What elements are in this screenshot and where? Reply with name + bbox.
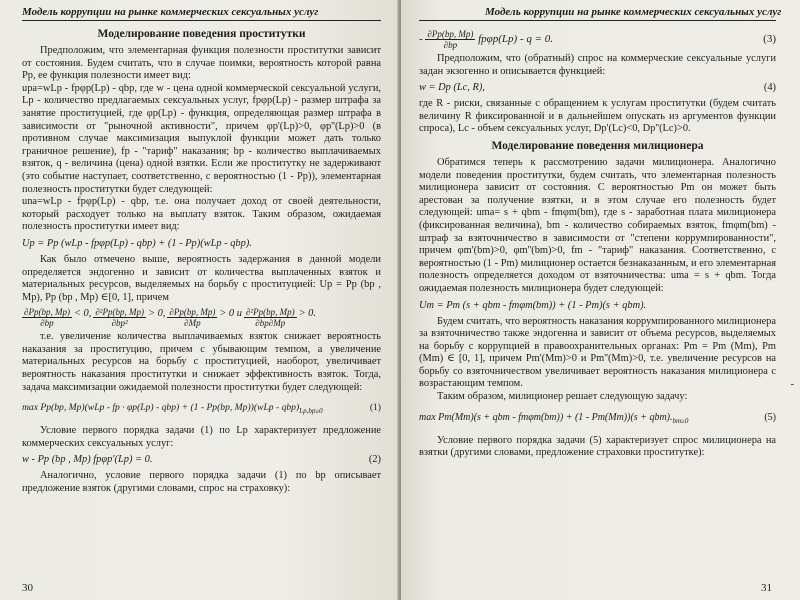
paragraph: т.е. увеличение количества выплачиваемых взяток снижает вероятность наказания за проституцию, причем с убывающим темпом, а увеличение материальных ресурсов на борьбу с проституцией, наоборот, увеличивает вероятность наказания проститутки и снижает эффективность взяток. Тогда, задача максимизации ожидаемой полезности проститутки будет следующей:	[22, 331, 381, 393]
paragraph: где R - риски, связанные с обращением к услугам проститутки (будем считать величину R фиксированной и в дальнейшем опускать из аргументов функции спроса), Lc - объем сексуальных услуг, Dp'(Lc)<0, Dp''(Lc)>0.	[419, 98, 776, 135]
paragraph: Предположим, что элементарная функция полезности проститутки зависит от состояния. Будем считать, что в случае поимки, вероятность которой равна Pp, ее функция полезности имеет вид:	[22, 45, 381, 82]
section-title: Моделирование поведения милиционера	[491, 139, 704, 152]
fraction: $\frac{\partial Pp(bp, Mp)}{\partial bp}$	[427, 28, 474, 50]
fraction: $\frac{\partial Pp(bp, Mp)}{\partial bp}$	[24, 307, 70, 329]
equation-officer-utility: Um = Pm (s + qbm - fmφm(bm)) + (1 - Pm)(s + qbm).	[419, 299, 647, 311]
paragraph: upa=wLp - fpφp(Lp) - qbp, где w - цена одной коммерческой сексуальной услуги, Lp - количество предлагаемых сексуальных услуг, fpφp(Lp) - размер штрафа за занятие проституцией, где φp(Lp) - функция, определяющая размер штрафа в зависимости от "рыночной активности", причем φp'(Lp)>0, φp''(Lp)>0 (в противном случае максимизация выпуклой функции может дать только граничное решение), fp - "тариф" наказания; bp - количество выплачиваемых взяток, q - величина (цена) одной взятки. Если же проститутку не задерживают (это событие наступает, соответственно, с вероятностью (1 - Pp)), элементарная полезность проститутки будет следующей:	[22, 82, 381, 195]
section-title: Моделирование поведения проститутки	[97, 28, 306, 40]
equation-3: - $\frac{\partial Pp(bp, Mp)}{\partial bp}$ fpφp(Lp) - q = 0. (3)	[419, 28, 776, 50]
equation-5: max Pm(Mm)(s + qbm - $fm\varphi m(bm)) + (1 - Pm(Mm))(s + qbm)._{bm\ge 0}$ (5)	[419, 411, 776, 425]
equation-1: max Pp(bp, Mp)(wLp - fp · φp(Lp) - qbp) + (1 - Pp(bp, $Mp))(wLp - qbp)_{Lp,bp\ge 0}$ (1)	[22, 402, 381, 416]
equation-2: w - Pp (bp , Mp) fpφp'(Lp) = 0. (2)	[22, 454, 381, 466]
paragraph: una=wLp - fpφp(Lp) - qbp, т.е. она получает доход от своей деятельности, который расходует только на выплату взяток. Таким образом, ожидаемая полезность проститутки имеет вид:	[22, 196, 381, 233]
fraction: $\frac{\text{∂²Pp(bp, Mp)}}{\text{∂bp²}}$	[95, 307, 144, 329]
left-page	[0, 0, 399, 600]
paragraph: Будем считать, что вероятность наказания коррумпированного милиционера за взяточничество также эндогенна и зависит от объема ресурсов, выделяемых на борьбу с коррупцией в правоохранительных органах: Pm = Pm (Mm), Pm (Mm) ∈ [0, 1], причем Pm'(Mm)>0 и Pm''(Mm)>0, т.е. увеличение ресурсов на борьбу со взяточничеством увеличивает вероятность наказания милиционера с возрастающим темпом.	[419, 315, 776, 390]
margin-mark: -	[790, 379, 794, 390]
paragraph: Обратимся теперь к рассмотрению задачи милиционера. Аналогично модели поведения проститутки, будем считать, что элементарная полезность милиционера зависит от состояния. С вероятностью Pm он может быть арестован за получение взятки, и в этом случае его полезность будет следующей: uma= s + qbm - fmφm(bm), где s - заработная плата милиционера (фиксированная величина), bm - количество собираемых взяток, fmφm(bm) - штраф за взяточничество в зависимости от "степени коррумпированности", причем φm'(bm)>0, φm''(bm)>0, fm - "тариф" наказания. Соответственно, с вероятностью (1 - Pm) милиционер остается безнаказанным, и его элементарная полезность определяется доходом от взяточничества: uma = s + qbm. Тогда ожидаемая полезность милиционера будет следующей:	[419, 156, 776, 294]
paragraph: Условие первого порядка задачи (5) характеризует спрос милиционера на взятки (другими словами, предложение страховки проститутке):	[419, 434, 776, 459]
paragraph: Аналогично, условие первого порядка задачи (1) по bp описывает предложение взяток (другими словами, спрос на страховку):	[22, 470, 381, 494]
fraction: $\frac{\text{∂²Pp(bp, Mp)}}{\partial bp\partial Mp}$	[245, 307, 295, 329]
equation-4: w = Dp (Lc, R), (4)	[419, 82, 776, 94]
paragraph: Предположим, что (обратный) спрос на коммерческие сексуальные услуги задан экзогенно и описывается функцией:	[419, 53, 776, 77]
equation-conditions: $\frac{\partial Pp(bp, Mp)}{\partial bp}$ < 0, $\frac{\text{∂²Pp(bp, Mp)}}{\text{∂bp²}}$ > 0, $\frac{\partial Pp(bp, Mp)}{\partial Mp}$ > 0 и $\frac{\text{∂²Pp(bp, Mp)}}{\partial bp\partial Mp}$ > 0.	[24, 307, 316, 329]
running-header: Модель коррупции на рынке коммерческих сексуальных услуг	[419, 6, 776, 21]
running-header: Модель коррупции на рынке коммерческих сексуальных услуг	[22, 6, 381, 21]
equation-expected-utility	[22, 237, 381, 251]
fraction: $\frac{\partial Pp(bp, Mp)}{\partial Mp}$	[169, 307, 216, 329]
equation-text: Up = Pp (wLp - fpφp(Lp) - qbp) + (1 - Pp)(wLp - qbp).	[22, 237, 252, 249]
page-number: 31	[761, 582, 772, 594]
paragraph: Таким образом, милиционер решает следующую задачу:	[437, 391, 688, 403]
paragraph: Условие первого порядка задачи (1) по Lp характеризует предложение коммерческих сексуальных услуг:	[22, 425, 381, 449]
right-page	[401, 0, 800, 600]
paragraph: Как было отмечено выше, вероятность задержания в данной модели определяется эндогенно и зависит от количества выплаченных взяток и материальных ресурсов, выделяемых на борьбу с проституцией: Up = Pp (bp , Mp), Pp (bp , Mp) ∈[0, 1], причем	[22, 253, 381, 303]
page-number: 30	[22, 582, 33, 594]
